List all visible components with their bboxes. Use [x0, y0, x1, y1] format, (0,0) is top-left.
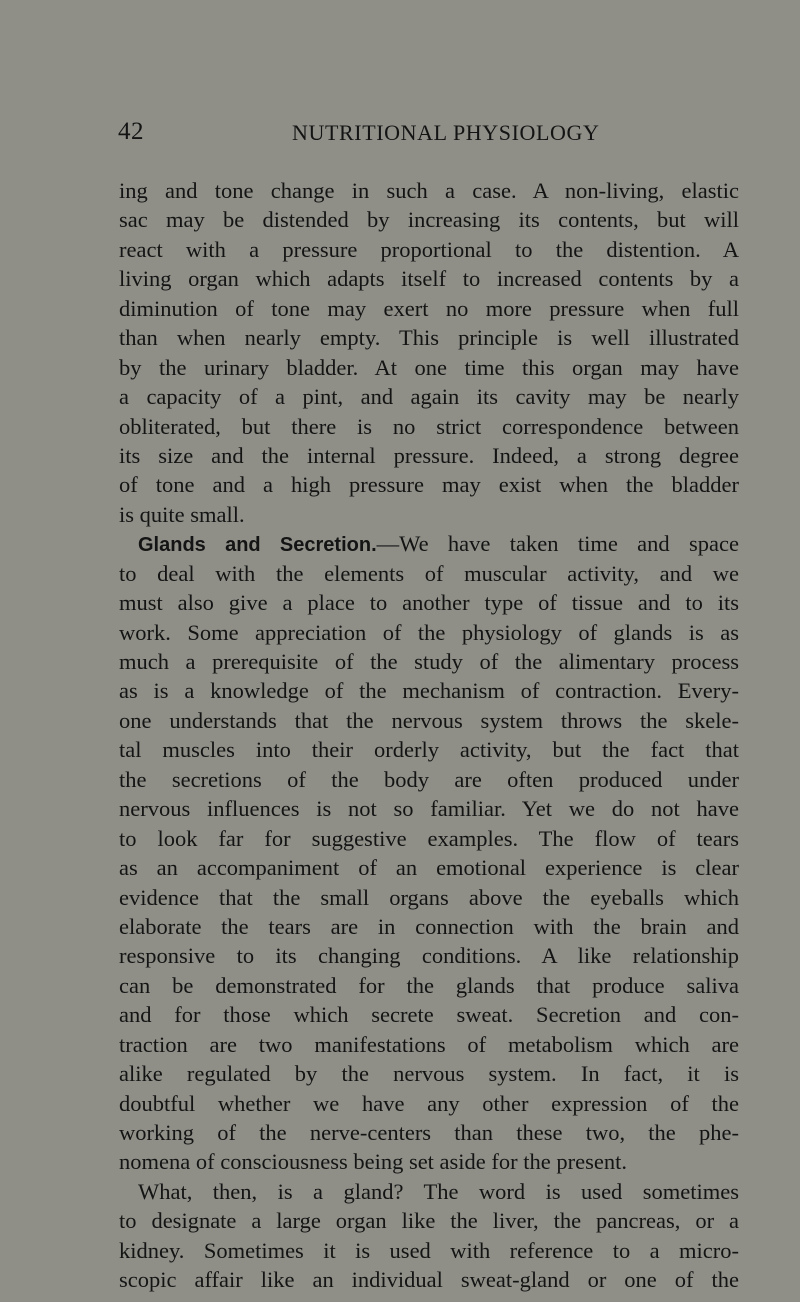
text-line: ing and tone change in such a case. A non-living, elastic [119, 178, 739, 203]
text-line: a capacity of a pint, and again its cavity may be nearly [119, 384, 739, 410]
text-line: must also give a place to another type of tissue and to its [119, 590, 739, 616]
text-line: elaborate the tears are in connection with the brain and [119, 913, 739, 939]
text-line: tal muscles into their orderly activity, but the fact that [119, 737, 739, 763]
text-line: is quite small. [119, 501, 245, 527]
text-line: working of the nerve-centers than these two, the phe- [119, 1120, 739, 1145]
text-line: as is a knowledge of the mechanism of contraction. Every- [119, 678, 739, 704]
text-line: scopic affair like an individual sweat-gland or one of the [119, 1267, 739, 1293]
text-line: obliterated, but there is no strict correspondence between [119, 413, 739, 439]
page-number: 42 [118, 118, 144, 145]
text-line: can be demonstrated for the glands that produce saliva [119, 972, 739, 998]
body-text [119, 176, 739, 1295]
text-line: What, then, is a gland? The word is used sometimes [138, 1178, 739, 1204]
text-line-continuation: —We have taken time and space [376, 531, 739, 557]
text-line: to look far for suggestive examples. The flow of tears [119, 825, 739, 851]
text-line: to deal with the elements of muscular activity, and we [119, 560, 739, 586]
text-line: much a prerequisite of the study of the alimentary process [119, 649, 739, 674]
text-line: kidney. Sometimes it is used with reference to a micro- [119, 1237, 739, 1263]
text-line: responsive to its changing conditions. A like relationship [119, 943, 739, 969]
text-line: to designate a large organ like the liver, the pancreas, or a [119, 1208, 739, 1234]
text-line: traction are two manifestations of metabolism which are [119, 1031, 739, 1057]
text-line: than when nearly empty. This principle is well illustrated [119, 325, 739, 351]
running-title: NUTRITIONAL PHYSIOLOGY [292, 120, 600, 145]
text-line-with-heading [119, 529, 739, 558]
text-line: as an accompaniment of an emotional experience is clear [119, 855, 739, 881]
text-line: by the urinary bladder. At one time this organ may have [119, 354, 739, 380]
text-line: one understands that the nervous system throws the skele- [119, 707, 739, 733]
text-line: nomena of consciousness being set aside for the present. [119, 1149, 627, 1175]
text-line: its size and the internal pressure. Indeed, a strong degree [119, 442, 739, 468]
text-line: alike regulated by the nervous system. In fact, it is [119, 1061, 739, 1087]
section-heading: Glands and Secretion. [138, 534, 377, 557]
text-line: diminution of tone may exert no more pressure when full [119, 295, 739, 321]
text-line: of tone and a high pressure may exist when the bladder [119, 472, 739, 498]
text-line: react with a pressure proportional to the distention. A [119, 236, 739, 262]
text-line: nervous influences is not so familiar. Yet we do not have [119, 796, 739, 822]
text-line: living organ which adapts itself to increased contents by a [119, 266, 739, 292]
text-line: doubtful whether we have any other expression of the [119, 1090, 739, 1116]
text-line: sac may be distended by increasing its contents, but will [119, 207, 739, 233]
running-head [0, 118, 800, 150]
text-line: work. Some appreciation of the physiology of glands is as [119, 619, 739, 645]
text-line: the secretions of the body are often produced under [119, 766, 739, 792]
text-line: evidence that the small organs above the eyeballs which [119, 884, 739, 910]
text-line: and for those which secrete sweat. Secretion and con- [119, 1002, 739, 1028]
